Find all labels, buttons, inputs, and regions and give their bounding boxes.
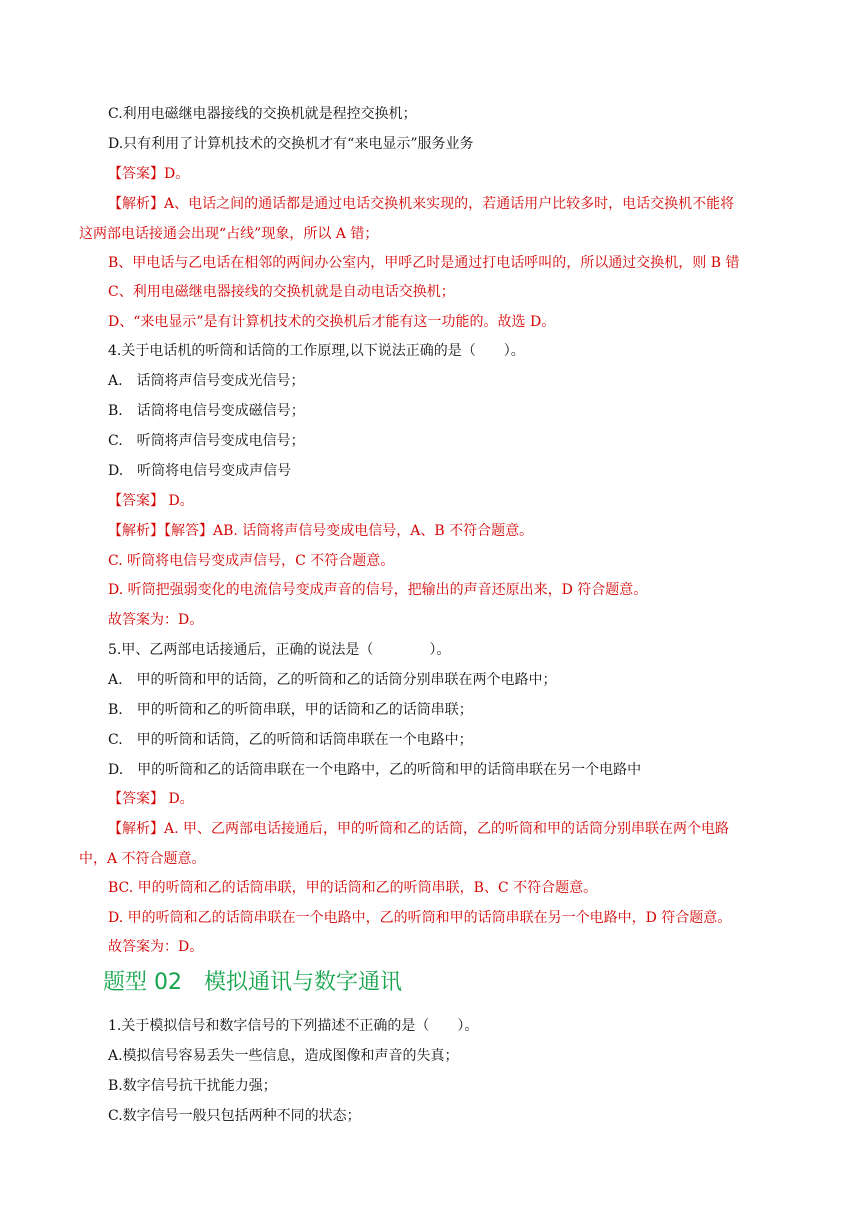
analysis-line: BC. 甲的听筒和乙的话筒串联，甲的话筒和乙的听筒串联，B、C 不符合题意。 (108, 880, 598, 896)
option-a-line: A. 话筒将声信号变成光信号； (108, 373, 305, 389)
analysis-line: C. 听筒将电信号变成声信号，C 不符合题意。 (108, 553, 395, 569)
option-c-line: C. 听筒将声信号变成电信号； (108, 433, 305, 449)
analysis-line: C、利用电磁继电器接线的交换机就是自动电话交换机； (108, 284, 455, 300)
option-c-line: C.利用电磁继电器接线的交换机就是程控交换机； (108, 106, 417, 122)
analysis-line: 这两部电话接通会出现“占线”现象，所以 A 错； (79, 226, 379, 242)
answer-line: 【答案】 D。 (108, 791, 194, 807)
option-a-line: A.模拟信号容易丢失一些信息，造成图像和声音的失真； (108, 1048, 459, 1064)
option-b-line: B. 甲的听筒和乙的听筒串联，甲的话筒和乙的话筒串联； (108, 702, 473, 718)
question-5-stem: 5.甲、乙两部电话接通后，正确的说法是（ ）。 (108, 642, 451, 658)
analysis-line: 【解析】A. 甲、乙两部电话接通后，甲的听筒和乙的话筒，乙的听筒和甲的话筒分别串联在两个电路 (108, 821, 730, 837)
option-c-line: C.数字信号一般只包括两种不同的状态； (108, 1108, 361, 1124)
option-c-line: C. 甲的听筒和话筒，乙的听筒和话筒串联在一个电路中； (108, 732, 473, 748)
option-b-line: B. 话筒将电信号变成磁信号； (108, 403, 305, 419)
section-heading (103, 968, 402, 998)
analysis-line: D. 甲的听筒和乙的话筒串联在一个电路中，乙的听筒和甲的话筒串联在另一个电路中，D 符合题意。 (108, 910, 732, 926)
analysis-line: 【解析】A、电话之间的通话都是通过电话交换机来实现的，若通话用户比较多时，电话交换机不能将 (108, 196, 735, 212)
analysis-line: B、甲电话与乙电话在相邻的两间办公室内，甲呼乙时是通过打电话呼叫的，所以通过交换机，则 B 错 (108, 255, 740, 271)
option-a-line: A. 甲的听筒和甲的话筒，乙的听筒和乙的话筒分别串联在两个电路中； (108, 672, 557, 688)
analysis-line: D. 听筒把强弱变化的电流信号变成声音的信号，把输出的声音还原出来，D 符合题意。 (108, 582, 648, 598)
answer-line: 【答案】D。 (108, 166, 190, 182)
question-1-stem: 1.关于模拟信号和数字信号的下列描述不正确的是（ ）。 (108, 1018, 479, 1034)
answer-line: 【答案】 D。 (108, 493, 194, 509)
option-d-line: D. 听筒将电信号变成声信号 (108, 463, 292, 479)
option-d-line: D.只有利用了计算机技术的交换机才有“来电显示”服务业务 (108, 136, 474, 152)
question-4-stem: 4.关于电话机的听筒和话筒的工作原理,以下说法正确的是（ ）。 (108, 343, 525, 359)
analysis-line: 【解析】【解答】AB. 话筒将声信号变成电信号，A、B 不符合题意。 (108, 523, 534, 539)
analysis-line: 中，A 不符合题意。 (79, 851, 206, 867)
conclusion-line: 故答案为：D。 (108, 939, 204, 955)
option-d-line: D. 甲的听筒和乙的话筒串联在一个电路中，乙的听筒和甲的话筒串联在另一个电路中 (108, 762, 642, 778)
section-number: 题型 02 (103, 970, 182, 995)
conclusion-line: 故答案为：D。 (108, 612, 204, 628)
analysis-line: D、“来电显示”是有计算机技术的交换机后才能有这一功能的。故选 D。 (108, 314, 556, 330)
option-b-line: B.数字信号抗干扰能力强； (108, 1078, 277, 1094)
section-title: 模拟通讯与数字通讯 (204, 970, 403, 995)
